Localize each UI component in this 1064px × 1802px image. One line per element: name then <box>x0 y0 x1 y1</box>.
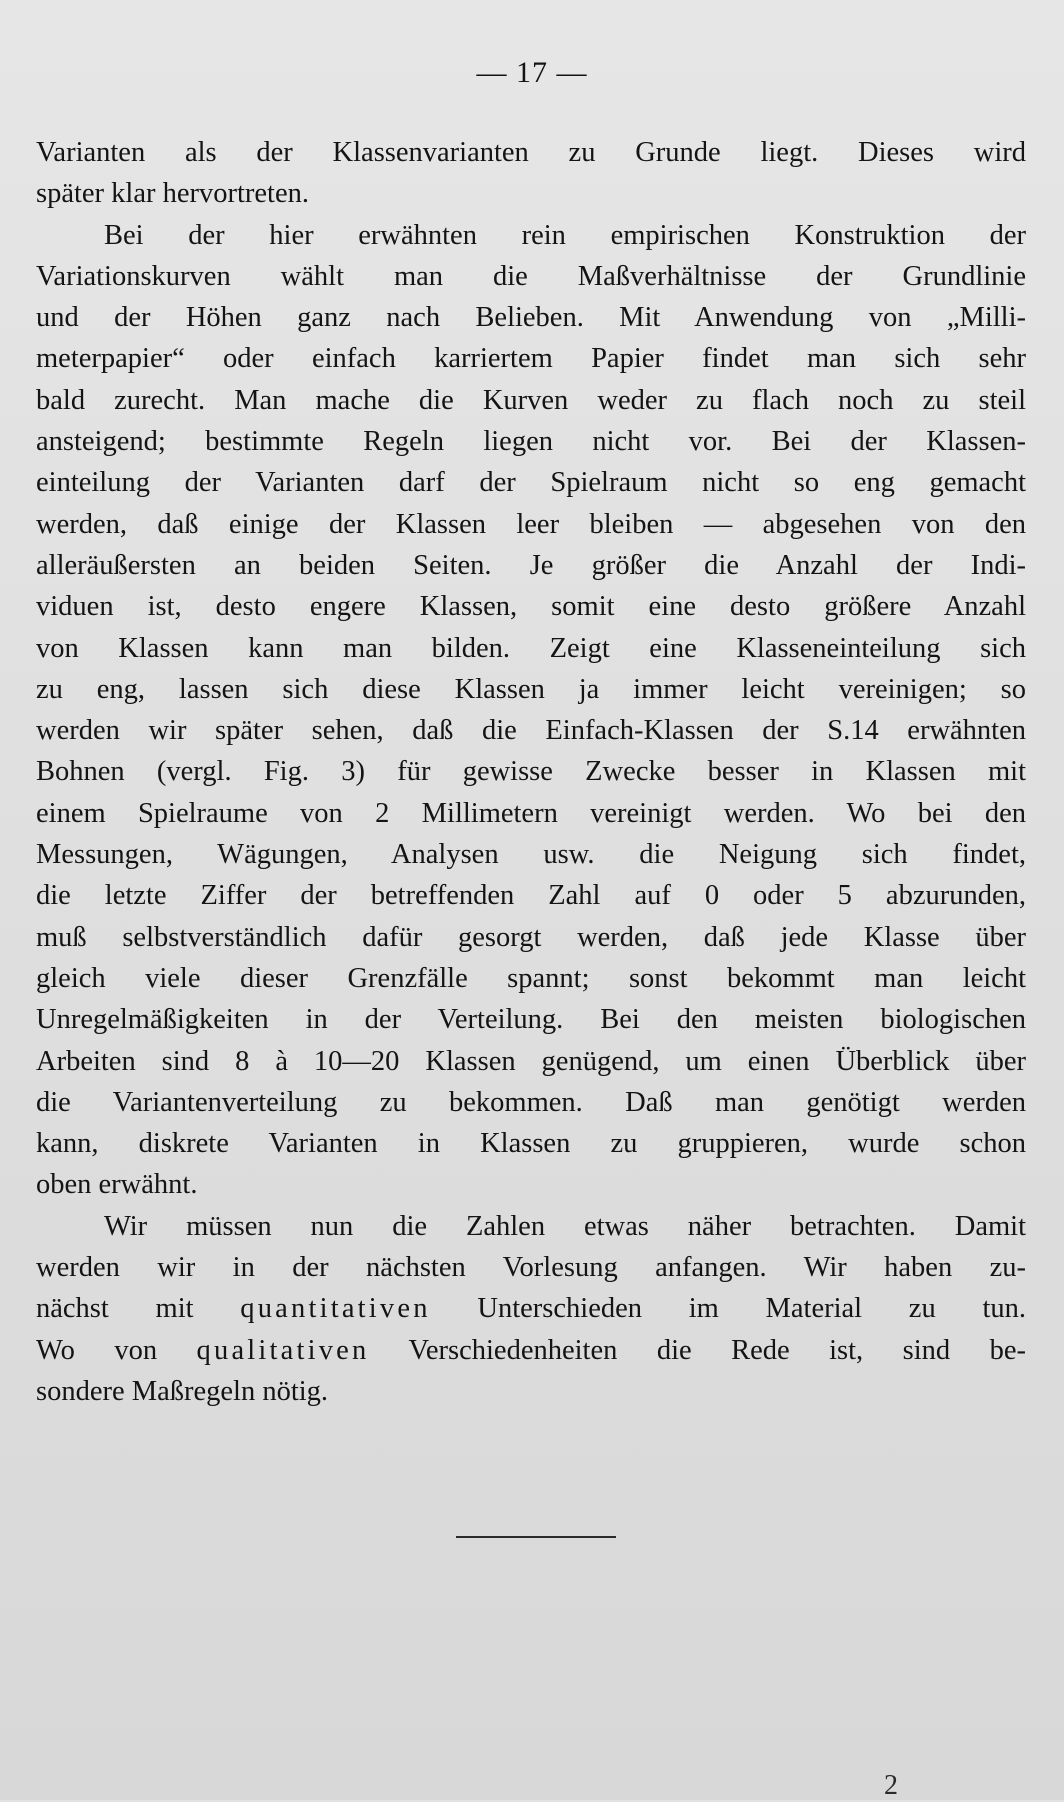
text-line: Wir müssen nun die Zahlen etwas näher betrachten. Damit <box>104 1210 1026 1242</box>
emphasized-word: qualitativen <box>196 1334 370 1366</box>
paragraph <box>36 132 1026 215</box>
body-text <box>36 132 1026 1412</box>
section-end-rule <box>456 1536 616 1538</box>
emphasized-word: quantitativen <box>240 1293 431 1325</box>
text-line: werden wir später sehen, daß die Einfach-Klassen der S.14 erwähnten <box>36 715 1026 747</box>
text-line: einteilung der Varianten darf der Spielraum nicht so eng gemacht <box>36 467 1026 499</box>
text-line: später klar hervortreten. <box>36 178 309 210</box>
text-line: alleräußersten an beiden Seiten. Je größer die Anzahl der Indi- <box>36 549 1026 581</box>
text-line: und der Höhen ganz nach Belieben. Mit Anwendung von „Milli- <box>36 302 1026 334</box>
text-line: gleich viele dieser Grenzfälle spannt; sonst bekommt man leicht <box>36 962 1026 994</box>
paragraph <box>36 215 1026 1206</box>
text-line: muß selbstverständlich dafür gesorgt werden, daß jede Klasse über <box>36 921 1026 953</box>
text-line: Unregelmäßigkeiten in der Verteilung. Bei den meisten biologischen <box>36 1004 1026 1036</box>
text-line: viduen ist, desto engere Klassen, somit eine desto größere Anzahl <box>36 591 1026 623</box>
text-line: werden wir in der nächsten Vorlesung anfangen. Wir haben zu- <box>36 1252 1026 1284</box>
text-line: ansteigend; bestimmte Regeln liegen nicht vor. Bei der Klassen- <box>36 426 1026 458</box>
text-line: Messungen, Wägungen, Analysen usw. die Neigung sich findet, <box>36 839 1026 871</box>
text-line: einem Spielraume von 2 Millimetern vereinigt werden. Wo bei den <box>36 797 1026 829</box>
text-line: von Klassen kann man bilden. Zeigt eine Klasseneinteilung sich <box>36 632 1026 664</box>
text-line: nächst mit quantitativen Unterschieden im Material zu tun. <box>36 1293 1026 1325</box>
text-line: zu eng, lassen sich diese Klassen ja immer leicht vereinigen; so <box>36 673 1026 705</box>
page-number: — 17 — <box>476 56 588 89</box>
text-line: oben erwähnt. <box>36 1169 198 1201</box>
text-line: meterpapier“ oder einfach karriertem Papier findet man sich sehr <box>36 343 1026 375</box>
text-line: Arbeiten sind 8 à 10—20 Klassen genügend, um einen Überblick über <box>36 1045 1026 1077</box>
text-line: kann, diskrete Varianten in Klassen zu gruppieren, wurde schon <box>36 1128 1026 1160</box>
text-line: Varianten als der Klassenvarianten zu Grunde liegt. Dieses wird <box>36 137 1026 168</box>
text-line: bald zurecht. Man mache die Kurven weder zu flach noch zu steil <box>36 384 1026 416</box>
text-line: Variationskurven wählt man die Maßverhältnisse der Grundlinie <box>36 260 1026 292</box>
text-line: Bohnen (vergl. Fig. 3) für gewisse Zwecke besser in Klassen mit <box>36 756 1026 788</box>
signature-mark: 2 <box>884 1770 898 1801</box>
text-line: Bei der hier erwähnten rein empirischen Konstruktion der <box>104 219 1026 251</box>
text-line: sondere Maßregeln nötig. <box>36 1375 329 1407</box>
text-line: die letzte Ziffer der betreffenden Zahl auf 0 oder 5 abzurunden, <box>36 880 1026 912</box>
text-line: Wo von qualitativen Verschiedenheiten die Rede ist, sind be- <box>36 1334 1026 1366</box>
text-line: werden, daß einige der Klassen leer bleiben — abgesehen von den <box>36 508 1026 540</box>
paragraph <box>36 1206 1026 1412</box>
text-line: die Variantenverteilung zu bekommen. Daß man genötigt werden <box>36 1086 1026 1118</box>
